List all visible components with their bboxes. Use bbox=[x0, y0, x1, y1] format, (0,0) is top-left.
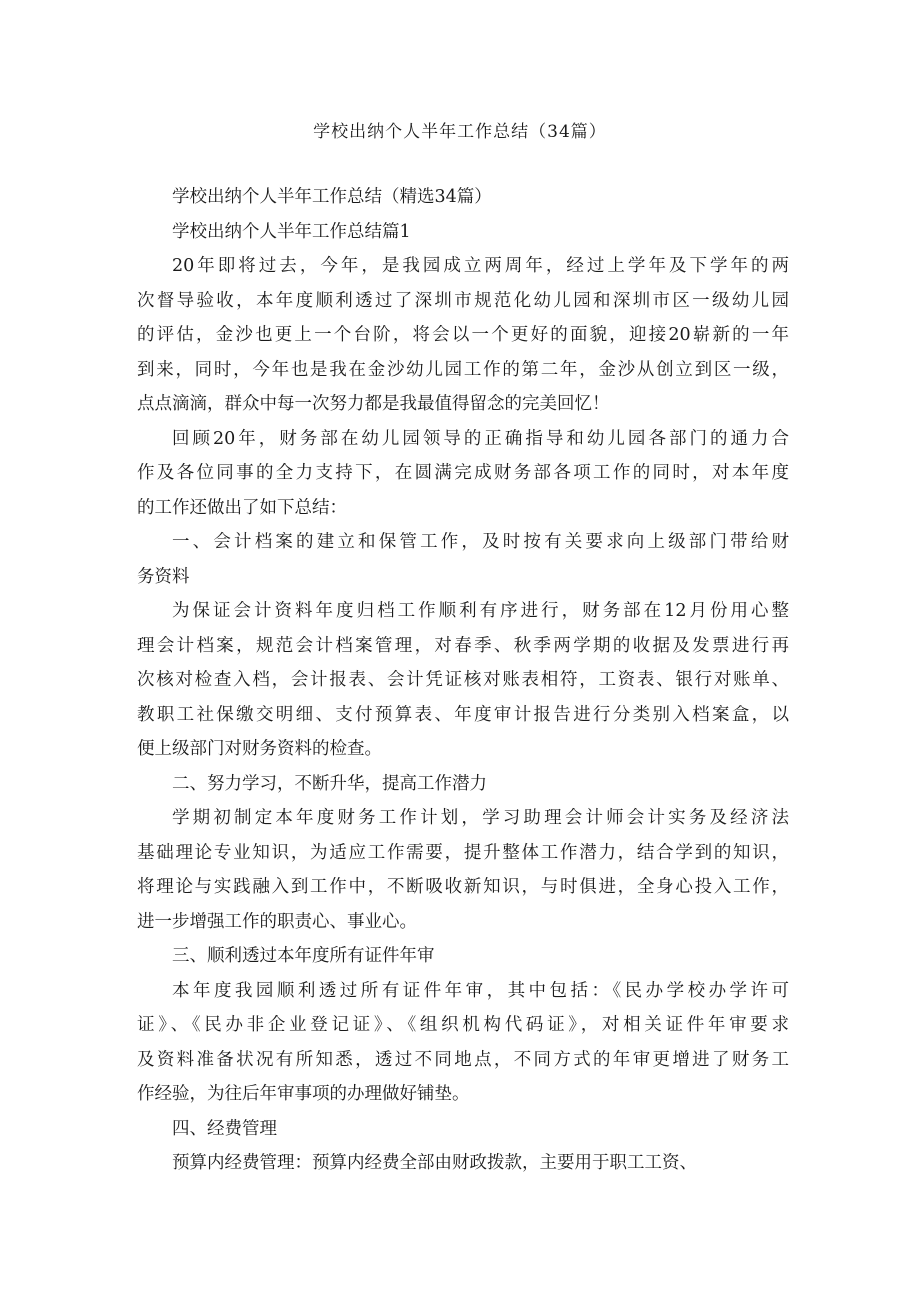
text-line: 作经验，为往后年审事项的办理做好铺垫。 bbox=[137, 1084, 470, 1104]
text-line: 点点滴滴，群众中每一次努力都是我最值得留念的完美回忆！ bbox=[137, 394, 610, 414]
text-line: 一、会计档案的建立和保管工作，及时按有关要求向上级部门带给财 bbox=[172, 532, 789, 552]
text-line: 为保证会计资料年度归档工作顺利有序进行，财务部在12月份用心整 bbox=[172, 601, 789, 621]
text-line: 及资料准备状况有所知悉，透过不同地点，不同方式的年审更增进了财务工 bbox=[137, 1049, 789, 1070]
text-line: 回顾20年，财务部在幼儿园领导的正确指导和幼儿园各部门的通力合 bbox=[172, 428, 789, 449]
text-line: 务资料 bbox=[137, 566, 190, 587]
text-line: 本年度我园顺利透过所有证件年审，其中包括：《民办学校办学许可 bbox=[172, 980, 789, 1001]
text-line: 20年即将过去，今年，是我园成立两周年，经过上学年及下学年的两 bbox=[172, 256, 789, 276]
document-body bbox=[137, 180, 789, 1181]
text-line: 到来，同时，今年也是我在金沙幼儿园工作的第二年，金沙从创立到区一级， bbox=[137, 359, 789, 380]
text-line: 四、经费管理 bbox=[172, 1118, 277, 1139]
text-line: 二、努力学习，不断升华，提高工作潜力 bbox=[172, 773, 487, 794]
text-line: 作及各位同事的全力支持下，在圆满完成财务部各项工作的同时，对本年度 bbox=[137, 463, 789, 483]
text-line: 教职工社保缴交明细、支付预算表、年度审计报告进行分类别入档案盒，以 bbox=[137, 704, 789, 725]
text-line: 次核对检查入档，会计报表、会计凭证核对账表相符，工资表、银行对账单、 bbox=[137, 670, 789, 690]
text-line: 学校出纳个人半年工作总结（精选34篇） bbox=[172, 187, 492, 207]
text-line: 次督导验收，本年度顺利透过了深圳市规范化幼儿园和深圳市区一级幼儿园 bbox=[137, 290, 789, 311]
text-line: 的评估，金沙也更上一个台阶，将会以一个更好的面貌，迎接20崭新的一年 bbox=[137, 325, 789, 345]
text-line: 学期初制定本年度财务工作计划，学习助理会计师会计实务及经济法 bbox=[172, 808, 789, 828]
text-line: 理会计档案，规范会计档案管理，对春季、秋季两学期的收据及发票进行再 bbox=[137, 635, 789, 656]
text-line: 便上级部门对财务资料的检查。 bbox=[137, 739, 382, 759]
text-line: 基础理论专业知识，为适应工作需要，提升整体工作潜力，结合学到的知识， bbox=[137, 842, 789, 863]
text-line: 的工作还做出了如下总结： bbox=[137, 497, 347, 518]
text-line: 三、顺利透过本年度所有证件年审 bbox=[172, 946, 435, 966]
text-line: 预算内经费管理：预算内经费全部由财政拨款，主要用于职工工资、 bbox=[172, 1153, 697, 1173]
text-line: 证》、《民办非企业登记证》、《组织机构代码证》，对相关证件年审要求 bbox=[137, 1015, 789, 1035]
document-title: 学校出纳个人半年工作总结（34篇） bbox=[313, 122, 607, 142]
text-line: 进一步增强工作的职责心、事业心。 bbox=[137, 911, 417, 932]
text-line: 将理论与实践融入到工作中，不断吸收新知识，与时俱进，全身心投入工作， bbox=[137, 877, 789, 897]
text-line: 学校出纳个人半年工作总结篇1 bbox=[172, 221, 411, 242]
